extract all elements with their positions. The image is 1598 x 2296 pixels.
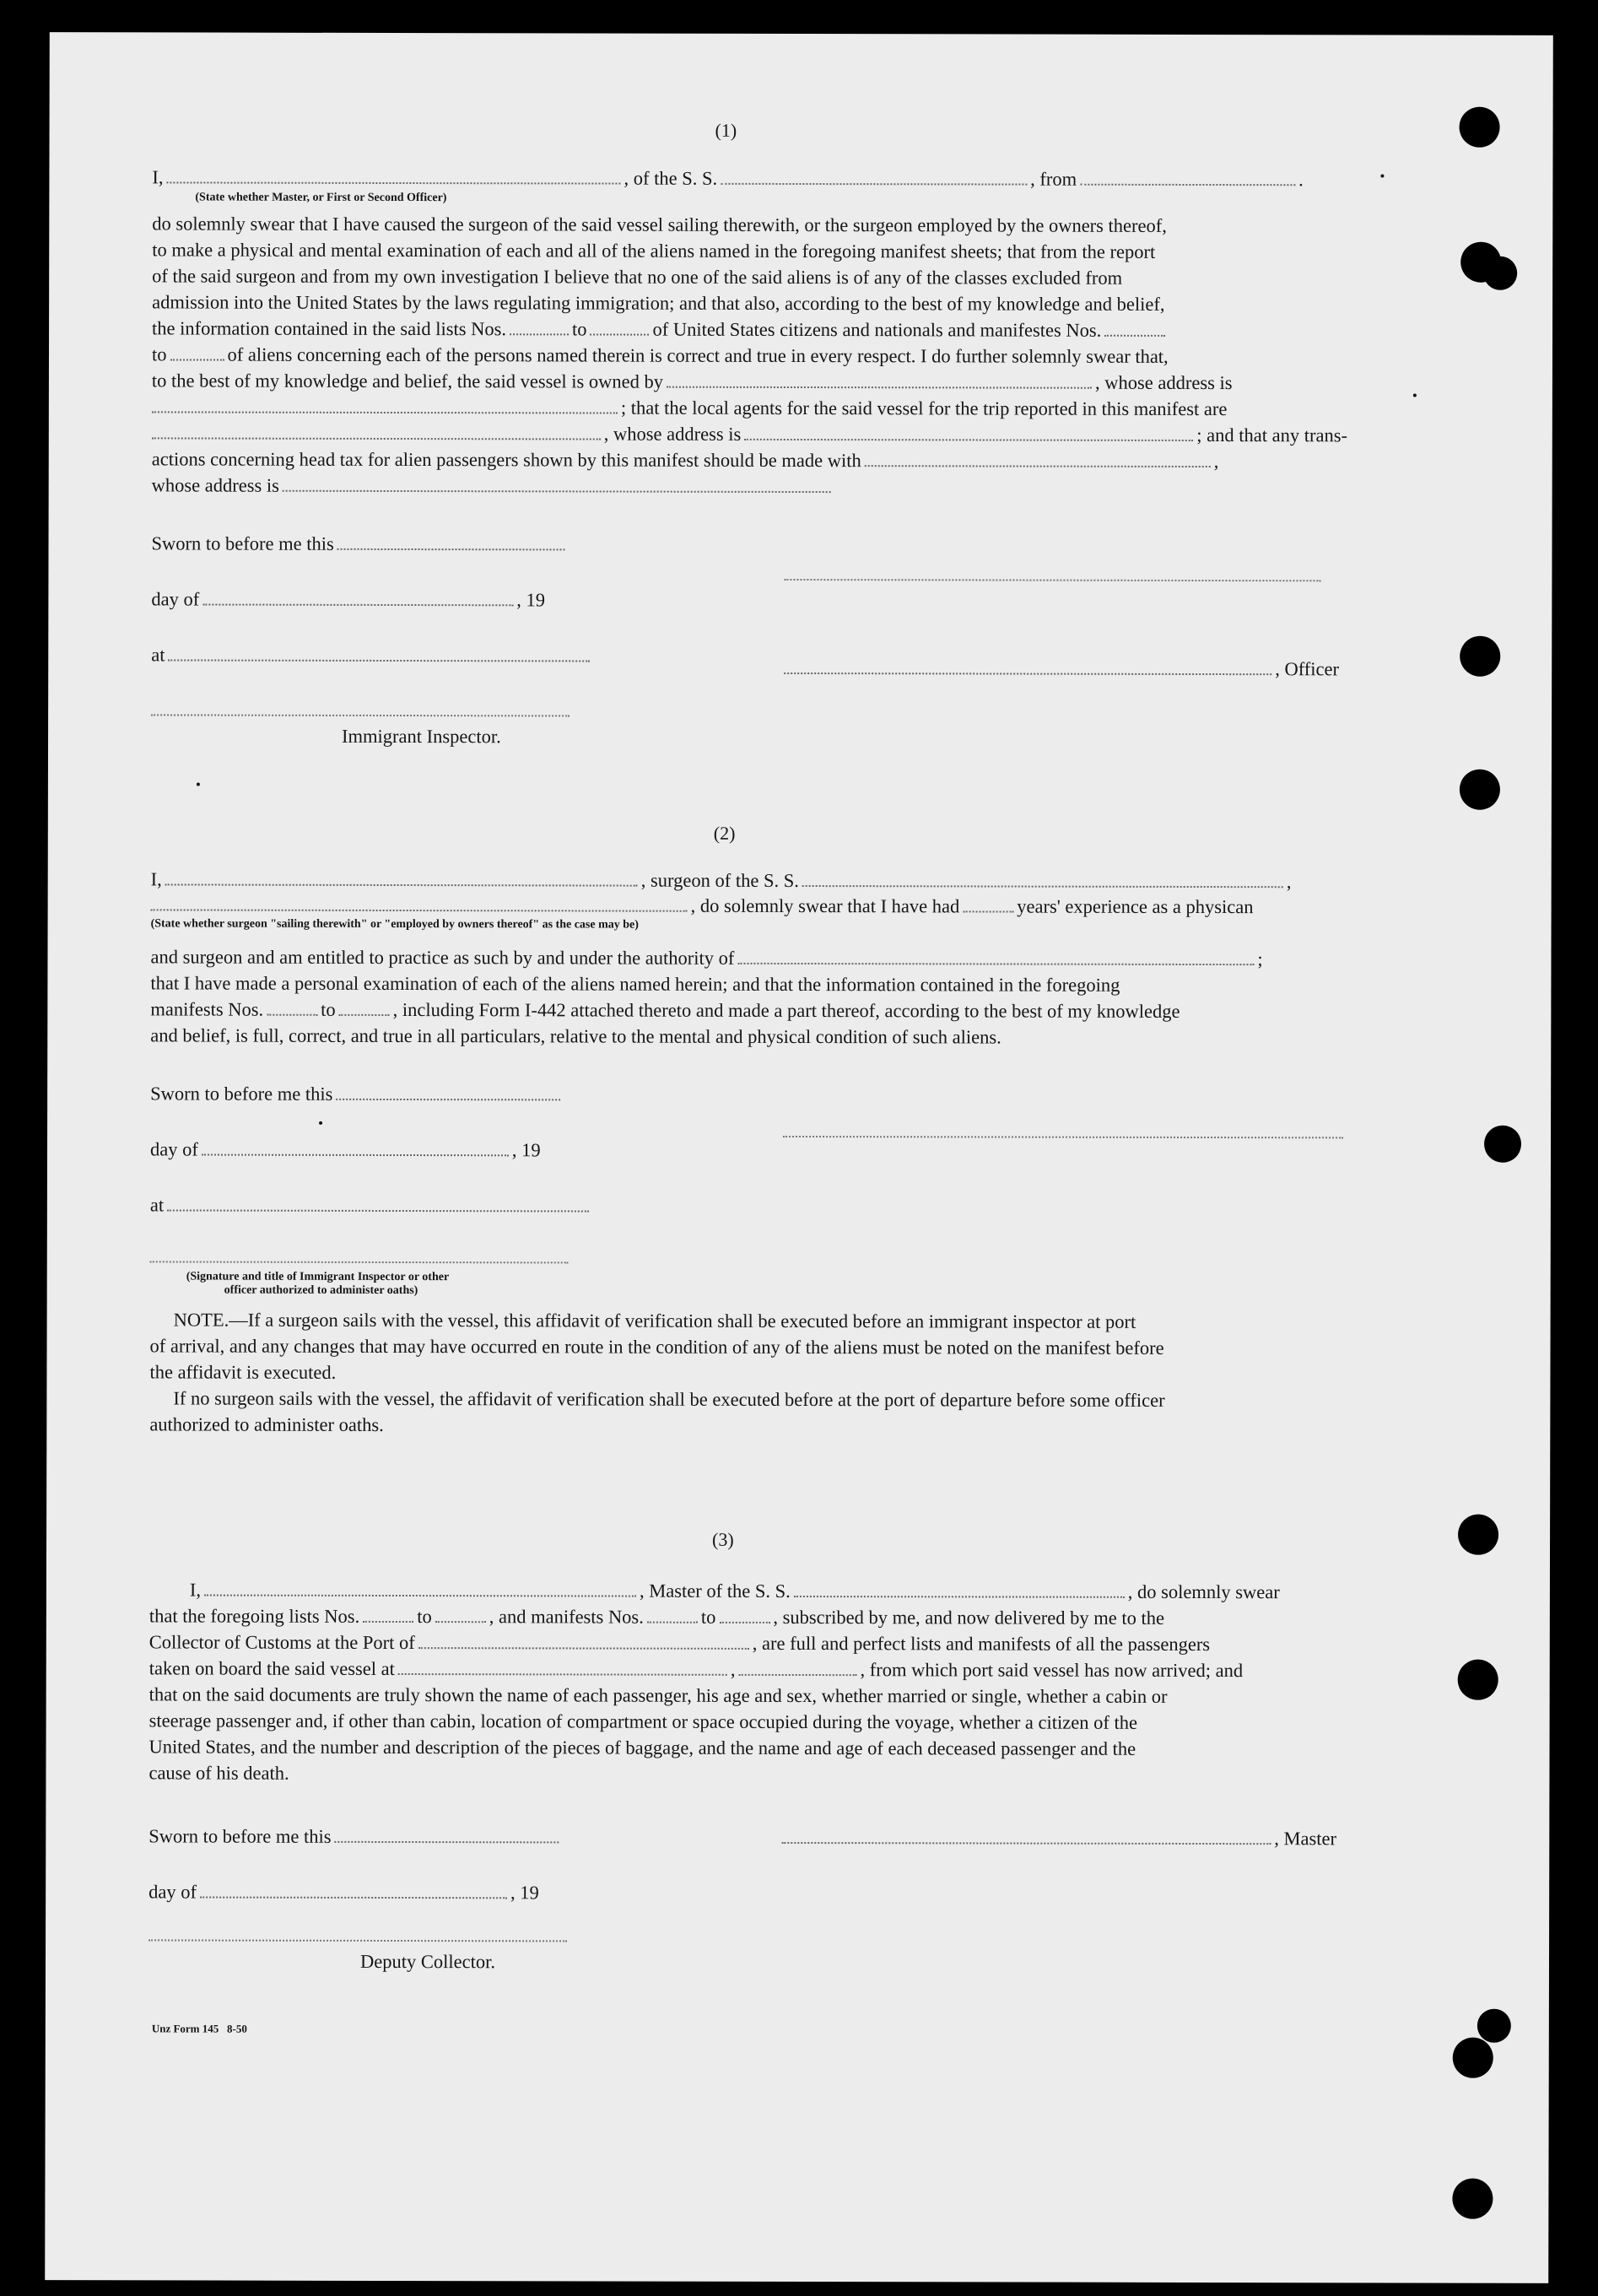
day-line: day of , 19 xyxy=(148,1881,539,1904)
punch-hole xyxy=(1453,2038,1493,2078)
blank-master-signature[interactable] xyxy=(781,1842,1271,1845)
blank-master-name[interactable] xyxy=(204,1595,636,1597)
signature-caption: officer authorized to administer oaths) xyxy=(224,1283,418,1298)
sworn-line: Sworn to before me this xyxy=(150,1082,1396,1108)
blank-origin-port[interactable] xyxy=(398,1673,727,1676)
blank-manifest-from[interactable] xyxy=(647,1622,698,1623)
at-line: at xyxy=(151,643,1396,669)
ink-speck xyxy=(319,1121,322,1125)
sworn-line: Sworn to before me this xyxy=(148,1824,1394,1850)
blank-owner[interactable] xyxy=(667,386,1092,389)
section-number: (1) xyxy=(715,119,737,141)
body-line: the information contained in the said lists Nos. to of United States citizens and nationals and manifestes Nos. xyxy=(152,316,1397,343)
punch-hole xyxy=(1460,770,1500,810)
oath-line: , do solemnly swear that I have had years' experience as a physican xyxy=(151,893,1396,919)
punch-hole xyxy=(1458,1660,1498,1700)
body-line: Collector of Customs at the Port of , are full and perfect lists and manifests of all the passengers xyxy=(148,1631,1211,1656)
at-line: at xyxy=(150,1193,1396,1219)
oath-line: I, , Master of the S. S. , do solemnly swear xyxy=(189,1579,1280,1603)
note-line: If no surgeon sails with the vessel, the affidavit of verification shall be executed before at the port of departure before some officer xyxy=(173,1387,1165,1411)
section-number: (2) xyxy=(713,822,736,844)
ink-speck xyxy=(197,783,200,786)
body-line: actions concerning head tax for alien passengers shown by this manifest should be made with , xyxy=(151,448,1219,473)
blank-years[interactable] xyxy=(963,910,1013,912)
signature-line[interactable] xyxy=(784,579,1320,581)
blank-vessel[interactable] xyxy=(721,183,1027,186)
body-line: that the foregoing lists Nos. to , and manifests Nos. to , subscribed by me, and now delivered by me to the xyxy=(148,1605,1165,1629)
body-line: , whose address is ; and that any trans- xyxy=(152,421,1397,447)
body-line: cause of his death. xyxy=(148,1762,289,1784)
blank-month[interactable] xyxy=(202,1154,509,1157)
body-line: that I have made a personal examination of each of the aliens named herein; and that the information contained in the foregoing xyxy=(150,972,1120,996)
blank-list-to[interactable] xyxy=(590,333,649,335)
punch-hole xyxy=(1483,257,1517,290)
punch-hole xyxy=(1452,2179,1493,2219)
body-line: to make a physical and mental examination of each and all of the aliens named in the foregoing manifest sheets; that from the report xyxy=(152,239,1156,262)
blank-agents[interactable] xyxy=(152,437,601,440)
officer-note: (State whether Master, or First or Second Officer) xyxy=(195,191,447,205)
manifest-back-sheet xyxy=(45,32,1553,2283)
blank-manifest-from[interactable] xyxy=(267,1014,317,1016)
blank-head-tax-party[interactable] xyxy=(865,465,1211,467)
blank-sworn-date[interactable] xyxy=(336,1099,560,1101)
note-line: of arrival, and any changes that may have occurred en route in the condition of any of the aliens must be noted on the manifest before xyxy=(149,1335,1164,1359)
punch-hole xyxy=(1477,2009,1511,2043)
blank-manifest-to[interactable] xyxy=(170,359,224,360)
punch-hole xyxy=(1460,107,1500,148)
punch-hole xyxy=(1460,636,1500,677)
punch-hole xyxy=(1484,1126,1521,1163)
day-line: day of , 19 xyxy=(149,1138,541,1161)
deputy-signature-line[interactable] xyxy=(148,1939,567,1942)
master-line: , Master xyxy=(781,1826,1394,1851)
body-line: and belief, is full, correct, and true in all particulars, relative to the mental and physical condition of such aliens. xyxy=(150,1024,1001,1048)
body-line: whose address is xyxy=(152,473,1397,500)
blank-manifest-to[interactable] xyxy=(339,1014,390,1016)
inspector-signature-line[interactable] xyxy=(151,714,570,716)
blank-list-to[interactable] xyxy=(435,1621,486,1623)
blank-officer-name[interactable] xyxy=(167,181,621,184)
sworn-line: Sworn to before me this xyxy=(151,532,1396,558)
signature-line[interactable] xyxy=(783,1136,1343,1138)
blank-manifest-from[interactable] xyxy=(1104,335,1165,337)
blank-origin-country[interactable] xyxy=(739,1674,857,1676)
deputy-label: Deputy Collector. xyxy=(359,1950,496,1973)
blank-manifest-to[interactable] xyxy=(719,1622,769,1623)
body-line: steerage passenger and, if other than cabin, location of compartment or space occupied during the voyage, whether a citizen of the xyxy=(148,1710,1138,1733)
oath-line: I, , surgeon of the S. S. , xyxy=(150,868,1292,893)
blank-month[interactable] xyxy=(202,604,513,607)
blank-from[interactable] xyxy=(1080,184,1295,186)
ink-speck xyxy=(1413,394,1417,397)
blank-authority[interactable] xyxy=(737,963,1254,965)
signature-caption: (Signature and title of Immigrant Inspector or other xyxy=(186,1270,450,1284)
body-line: United States, and the number and description of the pieces of baggage, and the name and age of each deceased passenger and the xyxy=(148,1736,1136,1759)
blank-place[interactable] xyxy=(167,1209,589,1212)
blank-list-from[interactable] xyxy=(363,1621,413,1623)
body-line: and surgeon and am entitled to practice as such by and under the authority of ; xyxy=(150,946,1263,970)
blank-list-from[interactable] xyxy=(510,333,569,335)
body-line: to the best of my knowledge and belief, the said vessel is owned by , whose address is xyxy=(151,370,1233,394)
blank-sworn-date[interactable] xyxy=(335,1841,559,1844)
day-line: day of , 19 xyxy=(151,588,546,611)
blank-head-tax-address[interactable] xyxy=(283,490,831,493)
blank-agents-address[interactable] xyxy=(744,439,1193,441)
note-line: NOTE.—If a surgeon sails with the vessel, this affidavit of verification shall be executed before an immigrant inspector at port xyxy=(173,1309,1136,1332)
blank-place[interactable] xyxy=(168,659,590,662)
body-line: taken on board the said vessel at , , from which port said vessel has now arrived; and xyxy=(148,1657,1244,1682)
note-line: authorized to administer oaths. xyxy=(149,1413,384,1435)
blank-sworn-date[interactable] xyxy=(337,548,565,551)
body-line: admission into the United States by the laws regulating immigration; and that also, according to the best of my knowledge and belief, xyxy=(152,291,1165,315)
officer-line: , Officer xyxy=(784,656,1396,682)
body-line: ; that the local agents for the said vessel for the trip reported in this manifest are xyxy=(152,395,1397,421)
blank-month[interactable] xyxy=(200,1897,507,1899)
blank-port[interactable] xyxy=(418,1647,749,1650)
blank-surgeon-type[interactable] xyxy=(151,909,688,911)
blank-vessel[interactable] xyxy=(802,885,1283,888)
oath-line: I, , of the S. S. , from . xyxy=(152,166,1304,191)
body-line: to of aliens concerning each of the persons named therein is correct and true in every respect. I do further solemnly swear that, xyxy=(151,343,1169,367)
blank-vessel[interactable] xyxy=(794,1596,1125,1598)
body-line: manifests Nos. to , including Form I-442 attached thereto and made a part thereof, according to the best of my knowledge xyxy=(150,998,1180,1022)
section-number: (3) xyxy=(712,1528,734,1550)
blank-owner-address[interactable] xyxy=(152,411,618,413)
blank-officer-signature[interactable] xyxy=(784,673,1271,675)
inspector-signature-line[interactable] xyxy=(150,1261,569,1263)
body-line: do solemnly swear that I have caused the surgeon of the said vessel sailing therewith, or the surgeon employed by the owners thereof, xyxy=(152,213,1167,236)
punch-hole xyxy=(1458,1515,1498,1555)
blank-surgeon-name[interactable] xyxy=(165,883,638,886)
surgeon-note: (State whether surgeon "sailing therewith" or "employed by owners thereof" as the case may be) xyxy=(150,917,639,932)
note-line: the affidavit is executed. xyxy=(149,1361,337,1383)
inspector-label: Immigrant Inspector. xyxy=(342,725,501,748)
form-number: Unz Form 145 8-50 xyxy=(151,2022,247,2035)
body-line: of the said surgeon and from my own investigation I believe that no one of the said aliens is of any of the classes excluded from xyxy=(152,265,1123,289)
body-line: that on the said documents are truly shown the name of each passenger, his age and sex, whether married or single, whether a cabin or xyxy=(148,1683,1168,1707)
